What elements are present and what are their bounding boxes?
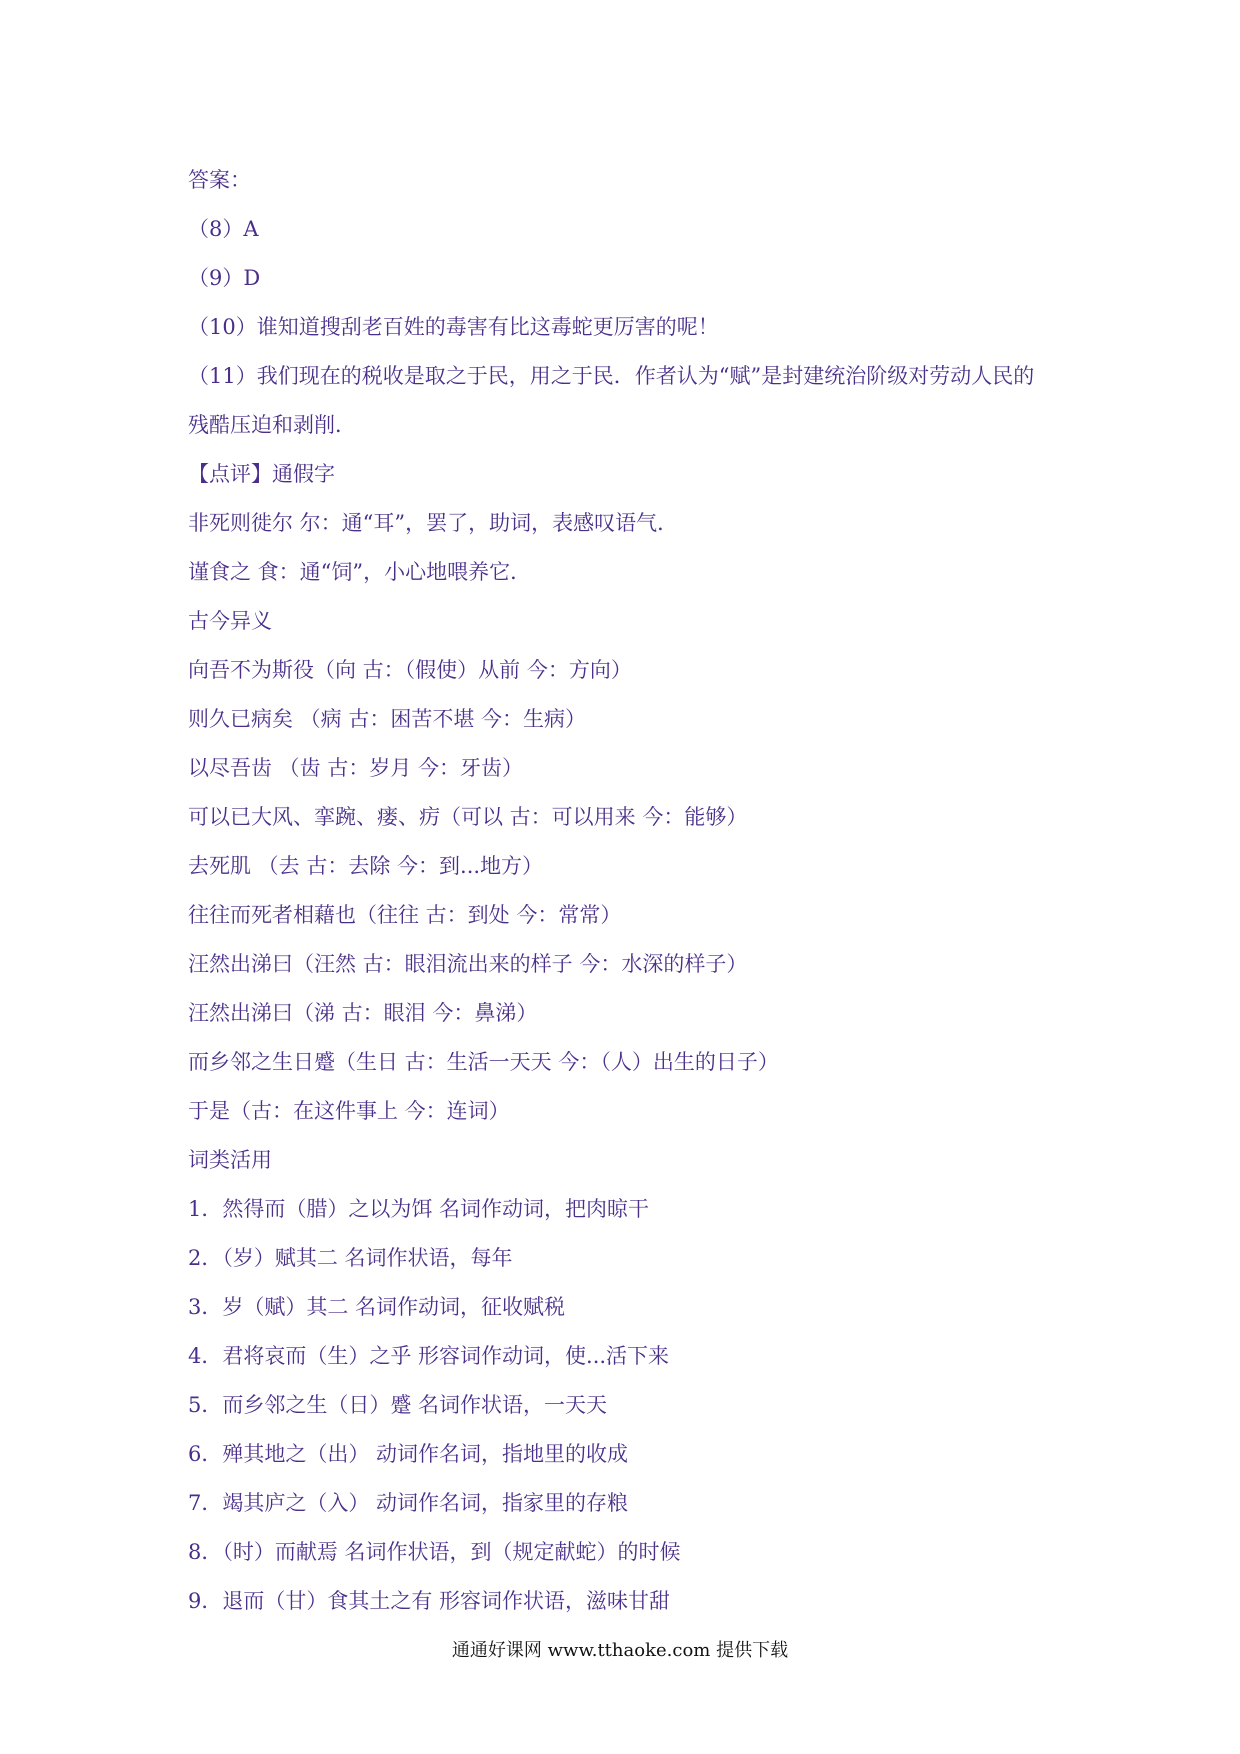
ancient-modern-10: 于是（古：在这件事上 今：连词） (188, 1099, 510, 1123)
word-class-8: 8．（时）而献焉 名词作状语，到（规定献蛇）的时候 (188, 1540, 681, 1564)
word-class-4: 4．君将哀而（生）之乎 形容词作动词，使...活下来 (188, 1344, 670, 1368)
answer-8: （8）A (188, 217, 259, 241)
answer-11-line-2: 残酷压迫和剥削． (188, 413, 356, 437)
word-class-2: 2．（岁）赋其二 名词作状语，每年 (188, 1246, 513, 1270)
answer-9: （9）D (188, 266, 261, 290)
ancient-modern-1: 向吾不为斯役（向 古：（假使）从前 今：方向） (188, 658, 632, 682)
word-class-7: 7．竭其庐之（入） 动词作名词，指家里的存粮 (188, 1491, 629, 1515)
ancient-modern-8: 汪然出涕曰（涕 古：眼泪 今：鼻涕） (188, 1001, 538, 1025)
loan-char-1: 非死则徙尔 尔：通“耳”，罢了，助词，表感叹语气． (188, 511, 679, 535)
answer-11-line-1: （11）我们现在的税收是取之于民，用之于民．作者认为“赋”是封建统治阶级对劳动人民的 (188, 364, 1035, 388)
word-class-3: 3．岁（赋）其二 名词作动词，征收赋税 (188, 1295, 566, 1319)
ancient-modern-3: 以尽吾齿 （齿 古：岁月 今：牙齿） (188, 756, 524, 780)
ancient-modern-4: 可以已大风、挛踠、瘘、疠（可以 古：可以用来 今：能够） (188, 805, 748, 829)
ancient-modern-7: 汪然出涕曰（汪然 古：眼泪流出来的样子 今：水深的样子） (188, 952, 748, 976)
word-class-heading: 词类活用 (188, 1148, 272, 1172)
ancient-modern-5: 去死肌 （去 古：去除 今：到...地方） (188, 854, 544, 878)
ancient-modern-2: 则久已病矣 （病 古：困苦不堪 今：生病） (188, 707, 587, 731)
word-class-5: 5．而乡邻之生（日）蹙 名词作状语，一天天 (188, 1393, 608, 1417)
word-class-6: 6．殚其地之（出） 动词作名词，指地里的收成 (188, 1442, 629, 1466)
answer-10: （10）谁知道搜刮老百姓的毒害有比这毒蛇更厉害的呢！ (188, 315, 719, 339)
answer-content (188, 156, 1068, 1626)
loan-char-2: 谨食之 食：通“饲”，小心地喂养它． (188, 560, 532, 584)
word-class-9: 9．退而（甘）食其土之有 形容词作状语，滋味甘甜 (188, 1589, 671, 1613)
answer-heading: 答案： (188, 168, 251, 192)
comment-heading: 【点评】通假字 (188, 462, 335, 486)
ancient-modern-9: 而乡邻之生日蹙（生日 古：生活一天天 今：（人）出生的日子） (188, 1050, 779, 1074)
ancient-modern-heading: 古今异义 (188, 609, 272, 633)
ancient-modern-6: 往往而死者相藉也（往往 古：到处 今：常常） (188, 903, 622, 927)
word-class-1: 1．然得而（腊）之以为饵 名词作动词，把肉晾干 (188, 1197, 650, 1221)
page-footer: 通通好课网 www.tthaoke.com 提供下载 (451, 1640, 789, 1661)
